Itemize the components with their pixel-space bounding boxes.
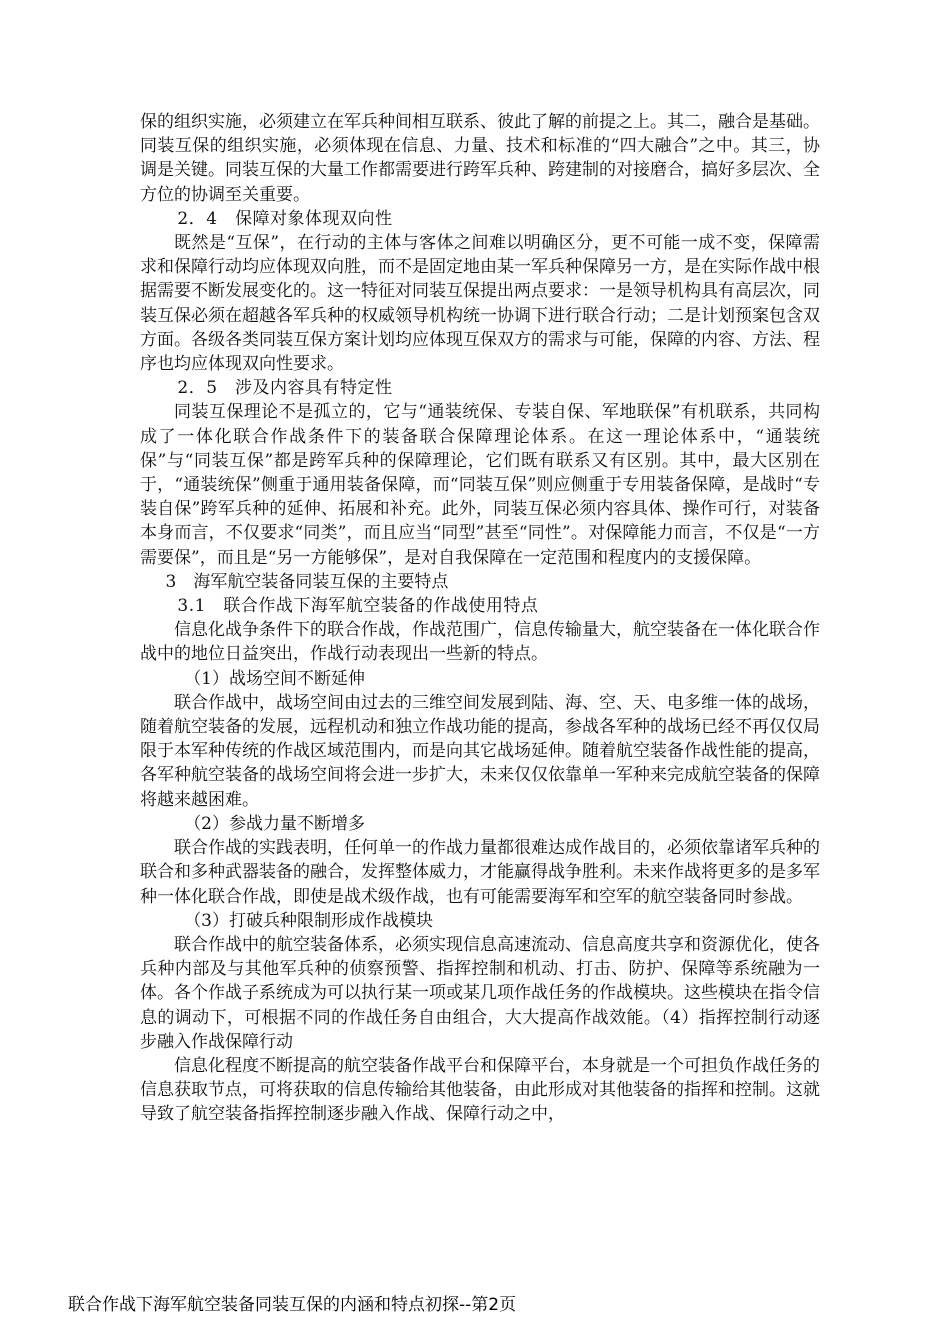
subheading-3: （3）打破兵种限制形成作战模块 (184, 910, 434, 931)
paragraph: 既然是“互保”，在行动的主体与客体之间难以明确区分，更不可能一成不变，保障需求和保障行动均应体现双向胜，而不是固定地由某一军兵种保障另一方，是在实际作战中根据需要不断发展变化的。这一特征对同装互保提出两点要求：一是领导机构具有高层次，同装互保必须在超越各军兵种的权威领导机构统一协调下进行联合行动；二是计划预案包含双方面。各级各类同装互保方案计划均应体现互保双方的需求与可能，保障的内容、方法、程序也均应体现双向性要求。 (140, 233, 820, 375)
section-heading-2-5: 2．5 涉及内容具有特定性 (177, 378, 393, 399)
page-footer: 联合作战下海军航空装备同装互保的内涵和特点初探--第2页 (68, 1295, 517, 1315)
section-heading-2-4: 2．4 保障对象体现双向性 (177, 208, 393, 229)
paragraph: 联合作战中的航空装备体系，必须实现信息高速流动、信息高度共享和资源优化，使各兵种内部及与其他军兵种的侦察预警、指挥控制和机动、打击、防护、保障等系统融为一体。各个作战子系统成为可以执行某一项或某几项作战任务的作战模块。这些模块在指令信息的调动下，可根据不同的作战任务自由组合，大大提高作战效能。（4）指挥控制行动逐步融入作战保障行动 (140, 934, 820, 1052)
paragraph-continued: 保的组织实施，必须建立在军兵种间相互联系、彼此了解的前提之上。其二，融合是基础。同装互保的组织实施，必须体现在信息、力量、技术和标准的“四大融合”之中。其三，协调是关键。同装互保的大量工作都需要进行跨军兵种、跨建制的对接磨合，搞好多层次、全方位的协调至关重要。 (140, 112, 820, 205)
subheading-1: （1）战场空间不断延伸 (184, 668, 366, 689)
paragraph: 联合作战的实践表明，任何单一的作战力量都很难达成作战目的，必须依靠诸军兵种的联合和多种武器装备的融合，发挥整体威力，才能赢得战争胜利。未来作战将更多的是多军种一体化联合作战，即使是战术级作战，也有可能需要海军和空军的航空装备同时参战。 (140, 838, 820, 907)
paragraph: 联合作战中，战场空间由过去的三维空间发展到陆、海、空、天、电多维一体的战场，随着航空装备的发展，远程机动和独立作战功能的提高，参战各军种的战场已经不再仅仅局限于本军种传统的作战区域范围内，而是向其它战场延伸。随着航空装备作战性能的提高，各军种航空装备的战场空间将会进一步扩大，未来仅仅依靠单一军种来完成航空装备的保障将越来越困难。 (140, 692, 820, 810)
section-heading-3-1: 3.1 联合作战下海军航空装备的作战使用特点 (177, 596, 539, 617)
section-heading-3: 3 海军航空装备同装互保的主要特点 (165, 571, 449, 592)
paragraph: 信息化程度不断提高的航空装备作战平台和保障平台，本身就是一个可担负作战任务的信息获取节点，可将获取的信息传输给其他装备，由此形成对其他装备的指挥和控制。这就导致了航空装备指挥控制逐步融入作战、保障行动之中， (140, 1055, 820, 1125)
body-text (140, 110, 820, 1127)
subheading-2: （2）参战力量不断增多 (184, 813, 366, 834)
paragraph: 同装互保理论不是孤立的，它与“通装统保、专装自保、军地联保”有机联系，共同构成了一体化联合作战条件下的装备联合保障理论体系。在这一理论体系中，“通装统保”与“同装互保”都是跨军兵种的保障理论，它们既有联系又有区别。其中，最大区别在于，“通装统保”侧重于通用装备保障，而“同装互保”则应侧重于专用装备保障，是战时“专装自保”跨军兵种的延伸、拓展和补充。此外，同装互保必须内容具体、操作可行，对装备本身而言，不仅要求“同类”，而且应当“同型”甚至“同性”。对保障能力而言，不仅是“一方需要保”，而且是“另一方能够保”，是对自我保障在一定范围和程度内的支援保障。 (140, 402, 820, 568)
paragraph: 信息化战争条件下的联合作战，作战范围广，信息传输量大，航空装备在一体化联合作战中的地位日益突出，作战行动表现出一些新的特点。 (140, 620, 820, 665)
